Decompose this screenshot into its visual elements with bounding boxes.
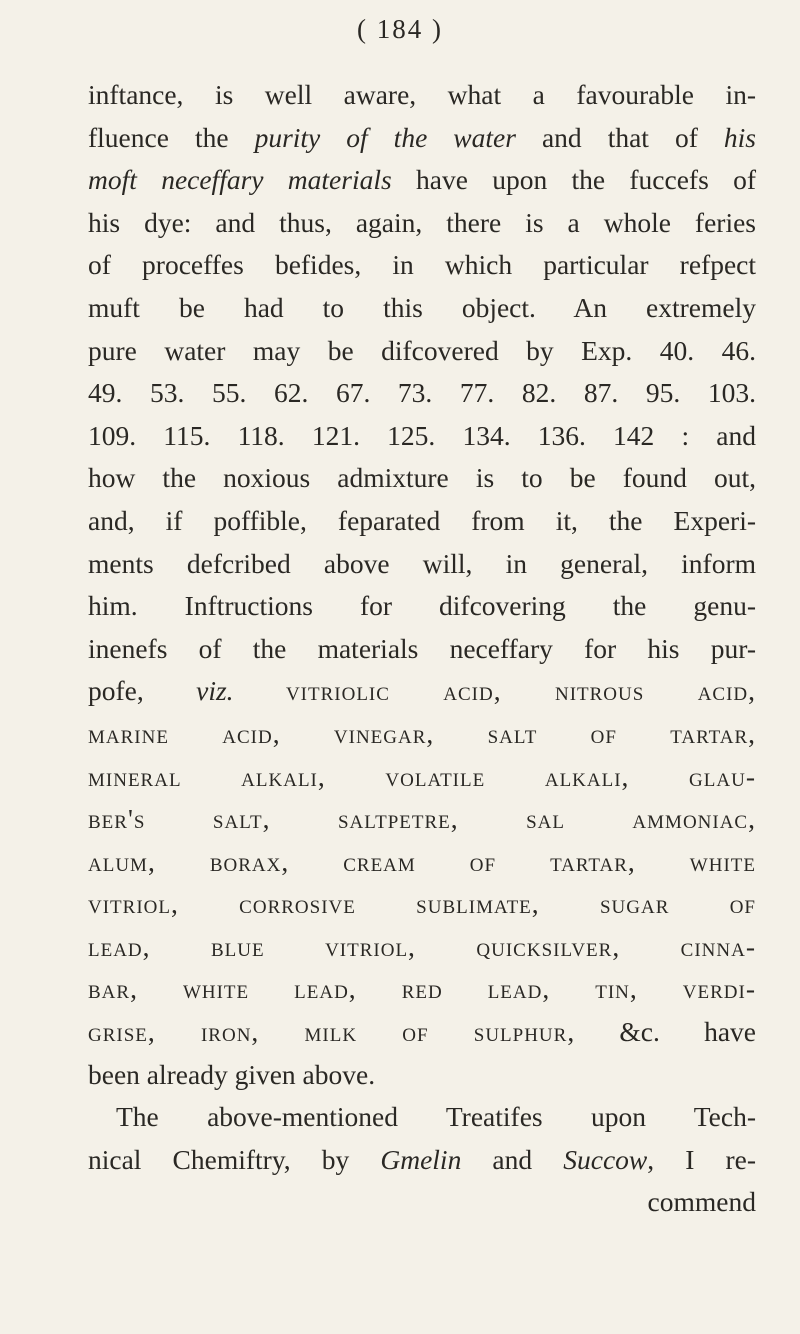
small-caps-run: bar, white lead, red lead, tin, verdi- bbox=[88, 973, 756, 1005]
text-run: how the noxious admixture is to be found out, bbox=[88, 462, 756, 494]
italic-run: viz. bbox=[196, 675, 234, 707]
small-caps-run: lead, blue vitriol, quicksilver, cinna- bbox=[88, 930, 756, 962]
page-number-header: ( 184 ) bbox=[357, 14, 443, 44]
text-line bbox=[88, 372, 756, 415]
small-caps-run: vitriolic acid, nitrous acid, bbox=[285, 675, 757, 707]
text-run: pure water may be difcovered by Exp. 40. 46. bbox=[88, 334, 756, 366]
text-run: inenefs of the materials neceffary for his pur- bbox=[88, 632, 756, 664]
text-run: have upon the fuccefs of bbox=[391, 164, 756, 196]
text-line bbox=[88, 926, 756, 969]
italic-run: his bbox=[723, 121, 756, 153]
text-line bbox=[88, 1181, 756, 1224]
text-run: , I re- bbox=[647, 1143, 756, 1175]
text-line bbox=[88, 543, 756, 586]
text-line bbox=[88, 287, 756, 330]
text-run: fluence the bbox=[88, 121, 255, 153]
text-run: and that of bbox=[515, 121, 724, 153]
text-run: &c. have bbox=[575, 1016, 756, 1048]
italic-run: Gmelin bbox=[380, 1143, 462, 1175]
text-line bbox=[88, 1139, 756, 1182]
text-line bbox=[88, 457, 756, 500]
small-caps-run: vitriol, corrosive sublimate, sugar of bbox=[88, 888, 756, 920]
text-run: commend bbox=[647, 1186, 756, 1218]
text-run: ments defcribed above will, in general, inform bbox=[88, 547, 756, 579]
text-line bbox=[88, 883, 756, 926]
text-line bbox=[88, 500, 756, 543]
text-line bbox=[88, 1096, 756, 1139]
text-run: muft be had to this object. An extremely bbox=[88, 291, 756, 323]
small-caps-run: marine acid, vinegar, salt of tartar, bbox=[88, 717, 756, 749]
text-run: 109. 115. 118. 121. 125. 134. 136. 142 : and bbox=[88, 419, 756, 451]
italic-run: Succow bbox=[563, 1143, 648, 1175]
text-run: been already given above. bbox=[88, 1058, 376, 1090]
italic-run: purity of the water bbox=[254, 121, 516, 153]
text-run bbox=[234, 675, 286, 706]
text-line bbox=[88, 628, 756, 671]
small-caps-run: ber's salt, saltpetre, sal ammoniac, bbox=[88, 803, 756, 835]
small-caps-run: mineral alkali, volatile alkali, glau- bbox=[88, 760, 756, 792]
text-line bbox=[88, 713, 756, 756]
text-run: his dye: and thus, again, there is a whole feries bbox=[88, 206, 756, 238]
text-line bbox=[88, 670, 756, 713]
text-run: and, if poffible, feparated from it, the Experi- bbox=[88, 504, 756, 536]
page-body-text bbox=[88, 74, 756, 1224]
text-line bbox=[88, 968, 756, 1011]
text-run: and bbox=[461, 1143, 564, 1175]
text-line bbox=[88, 1011, 756, 1054]
small-caps-run: alum, borax, cream of tartar, white bbox=[88, 845, 756, 877]
text-run: 49. 53. 55. 62. 67. 73. 77. 82. 87. 95. 103. bbox=[88, 377, 756, 409]
text-run: inftance, is well aware, what a favourable in- bbox=[88, 79, 756, 110]
text-line bbox=[88, 1054, 756, 1097]
text-line bbox=[88, 202, 756, 245]
text-line bbox=[88, 117, 756, 160]
text-line bbox=[88, 330, 756, 373]
text-line bbox=[88, 74, 756, 117]
text-line bbox=[88, 415, 756, 458]
text-line bbox=[88, 756, 756, 799]
text-run: The above-mentioned Treatifes upon Tech- bbox=[116, 1101, 756, 1133]
text-line bbox=[88, 159, 756, 202]
small-caps-run: grise, iron, milk of sulphur, bbox=[88, 1016, 576, 1048]
text-run: pofe, bbox=[88, 675, 197, 707]
text-run: of proceffes befides, in which particular refpect bbox=[88, 249, 756, 281]
text-line bbox=[88, 798, 756, 841]
italic-run: moft neceffary materials bbox=[88, 164, 392, 196]
text-line bbox=[88, 244, 756, 287]
text-line bbox=[88, 841, 756, 884]
text-run: him. Inftructions for difcovering the genu- bbox=[88, 590, 756, 622]
text-line bbox=[88, 585, 756, 628]
text-run: nical Chemiftry, by bbox=[88, 1143, 381, 1175]
